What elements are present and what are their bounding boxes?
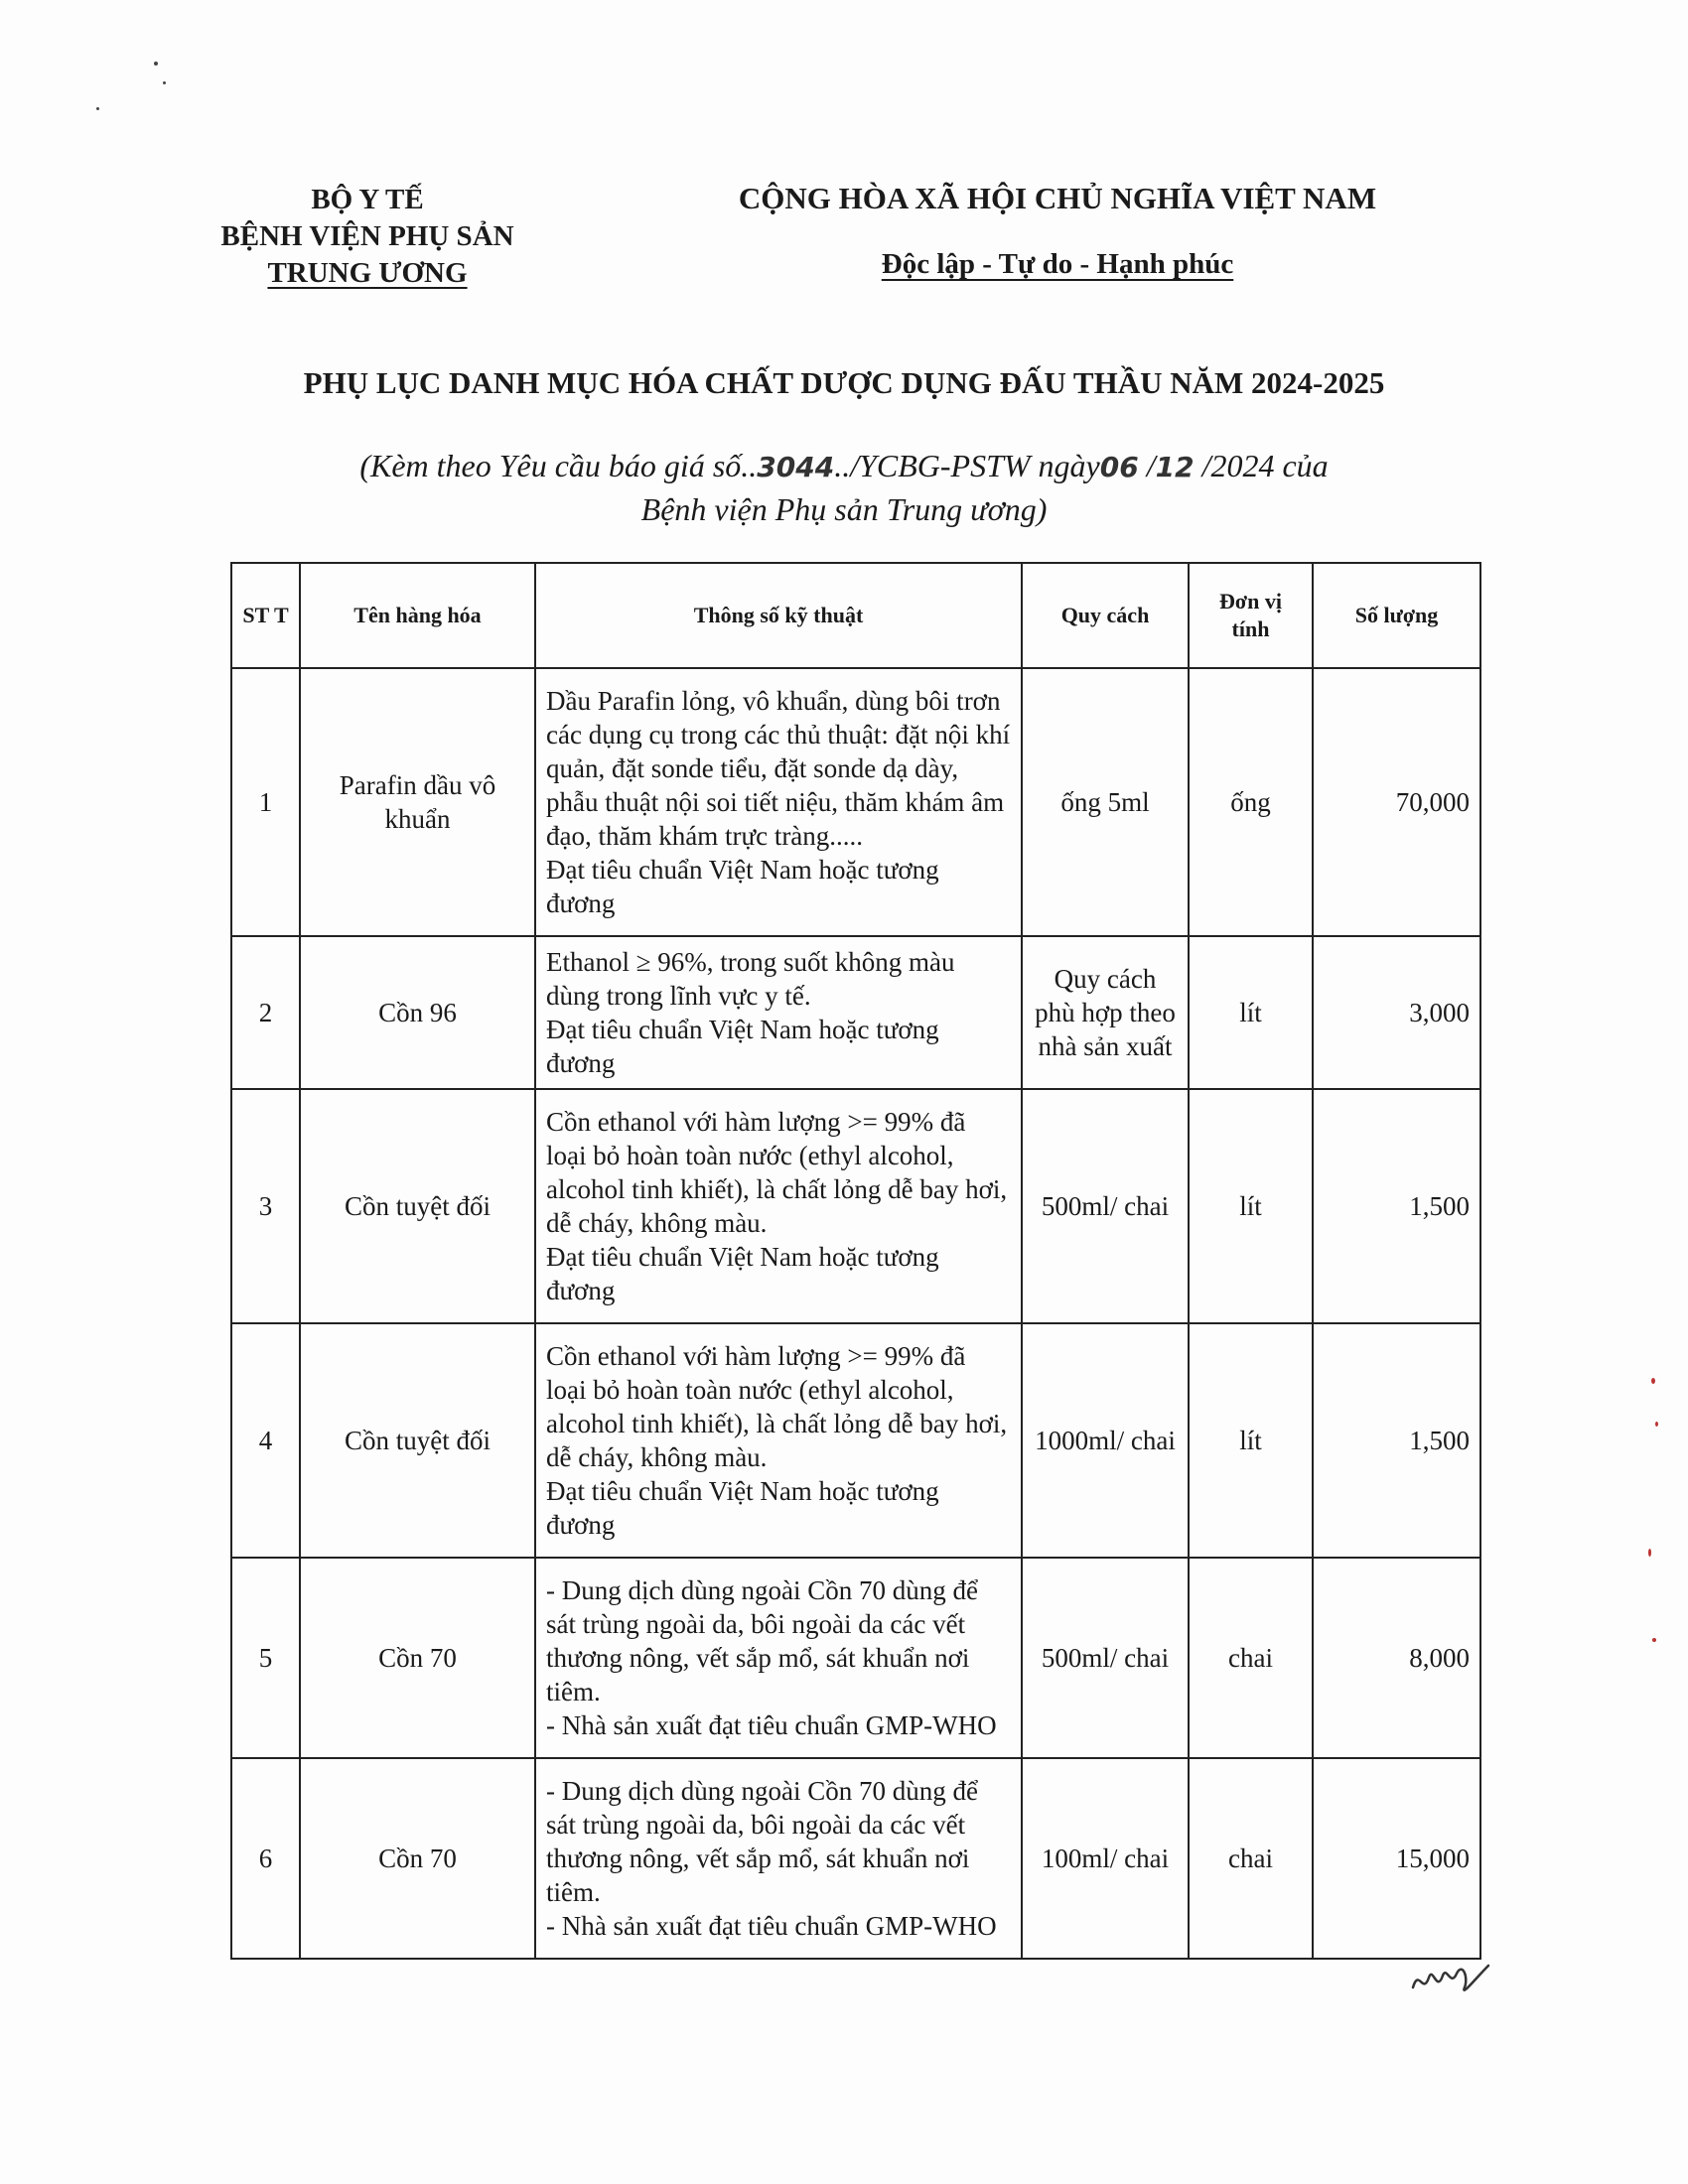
- national-motto: Độc lập - Tự do - Hạnh phúc: [881, 248, 1234, 280]
- scan-speck: [163, 81, 166, 84]
- cell-stt: 3: [231, 1089, 300, 1323]
- hospital-name-line2: TRUNG ƯƠNG: [267, 257, 468, 289]
- cell-name: Cồn 70: [300, 1758, 535, 1959]
- scan-speck: [1652, 1638, 1656, 1642]
- cell-unit: chai: [1189, 1558, 1313, 1758]
- cell-stt: 5: [231, 1558, 300, 1758]
- cell-unit: lít: [1189, 1089, 1313, 1323]
- cell-name: Cồn tuyệt đối: [300, 1089, 535, 1323]
- cell-unit: lít: [1189, 936, 1313, 1089]
- scan-speck: [154, 62, 158, 66]
- col-header-stt: ST T: [231, 563, 300, 668]
- handwritten-month: 12: [1155, 451, 1195, 483]
- handwritten-doc-number: 3044: [757, 451, 835, 483]
- handwritten-initials-signature: [1405, 1948, 1494, 2007]
- cell-qty: 1,500: [1313, 1323, 1480, 1558]
- subtitle-line2: Bệnh viện Phụ sản Trung ương): [640, 491, 1048, 527]
- cell-spec: Dầu Parafin lỏng, vô khuẩn, dùng bôi trơn các dụng cụ trong các thủ thuật: đặt nội khí quản, đặt sonde tiểu, đặt sonde dạ dày, phẫu thuật nội soi tiết niệu, thăm khám âm đạo, thăm khám trực tràng..... Đạt tiêu chuẩn Việt Nam hoặc tương đương: [535, 668, 1022, 936]
- cell-stt: 4: [231, 1323, 300, 1558]
- table-row: [231, 1323, 1480, 1558]
- cell-pack: Quy cách phù hợp theo nhà sản xuất: [1022, 936, 1189, 1089]
- cell-spec: Ethanol ≥ 96%, trong suốt không màu dùng trong lĩnh vực y tế. Đạt tiêu chuẩn Việt Nam hoặc tương đương: [535, 936, 1022, 1089]
- cell-name: Cồn tuyệt đối: [300, 1323, 535, 1558]
- subtitle-line1: (Kèm theo Yêu cầu báo giá số..3044../YCBG-PSTW ngày06 /12 /2024 của: [359, 448, 1329, 483]
- table-row: [231, 1558, 1480, 1758]
- cell-qty: 1,500: [1313, 1089, 1480, 1323]
- document-title: PHỤ LỤC DANH MỤC HÓA CHẤT DƯỢC DỤNG ĐẤU THẦU NĂM 2024-2025: [303, 365, 1385, 400]
- table-row: [231, 1089, 1480, 1323]
- cell-stt: 6: [231, 1758, 300, 1959]
- cell-spec: Cồn ethanol với hàm lượng >= 99% đã loại bỏ hoàn toàn nước (ethyl alcohol, alcohol tinh khiết), là chất lỏng dễ bay hơi, dễ cháy, không màu. Đạt tiêu chuẩn Việt Nam hoặc tương đương: [535, 1089, 1022, 1323]
- scan-speck: [1655, 1422, 1658, 1427]
- table-header-row: [231, 563, 1480, 668]
- cell-name: Cồn 96: [300, 936, 535, 1089]
- ministry-name: BỘ Y TẾ: [311, 184, 424, 215]
- cell-name: Parafin dầu vô khuẩn: [300, 668, 535, 936]
- cell-qty: 8,000: [1313, 1558, 1480, 1758]
- table-row: [231, 1758, 1480, 1959]
- scan-speck: [96, 107, 99, 110]
- table-row: [231, 936, 1480, 1089]
- cell-pack: 500ml/ chai: [1022, 1558, 1189, 1758]
- col-header-qty: Số lượng: [1313, 563, 1480, 668]
- chemicals-table: [230, 562, 1481, 1960]
- issuer-block: [179, 182, 556, 292]
- col-header-pack: Quy cách: [1022, 563, 1189, 668]
- cell-unit: lít: [1189, 1323, 1313, 1558]
- cell-spec: - Dung dịch dùng ngoài Cồn 70 dùng để sát trùng ngoài da, bôi ngoài da các vết thương nông, vết sắp mổ, sát khuẩn nơi tiêm. - Nhà sản xuất đạt tiêu chuẩn GMP-WHO: [535, 1558, 1022, 1758]
- scan-speck: [1651, 1378, 1655, 1384]
- col-header-name: Tên hàng hóa: [300, 563, 535, 668]
- handwritten-day: 06: [1099, 451, 1139, 483]
- cell-unit: ống: [1189, 668, 1313, 936]
- document-subtitle: [248, 445, 1440, 530]
- cell-spec: Cồn ethanol với hàm lượng >= 99% đã loại bỏ hoàn toàn nước (ethyl alcohol, alcohol tinh khiết), là chất lỏng dễ bay hơi, dễ cháy, không màu. Đạt tiêu chuẩn Việt Nam hoặc tương đương: [535, 1323, 1022, 1558]
- cell-pack: 500ml/ chai: [1022, 1089, 1189, 1323]
- col-header-spec: Thông số kỹ thuật: [535, 563, 1022, 668]
- cell-pack: ống 5ml: [1022, 668, 1189, 936]
- cell-stt: 2: [231, 936, 300, 1089]
- national-heading: [695, 179, 1420, 281]
- cell-qty: 15,000: [1313, 1758, 1480, 1959]
- cell-pack: 1000ml/ chai: [1022, 1323, 1189, 1558]
- cell-pack: 100ml/ chai: [1022, 1758, 1189, 1959]
- hospital-name-line1: BỆNH VIỆN PHỤ SẢN: [220, 220, 514, 252]
- cell-spec: - Dung dịch dùng ngoài Cồn 70 dùng để sát trùng ngoài da, bôi ngoài da các vết thương nông, vết sắp mổ, sát khuẩn nơi tiêm. - Nhà sản xuất đạt tiêu chuẩn GMP-WHO: [535, 1758, 1022, 1959]
- table-row: [231, 668, 1480, 936]
- cell-qty: 70,000: [1313, 668, 1480, 936]
- col-header-unit: Đơn vị tính: [1189, 563, 1313, 668]
- cell-qty: 3,000: [1313, 936, 1480, 1089]
- republic-name: CỘNG HÒA XÃ HỘI CHỦ NGHĨA VIỆT NAM: [738, 181, 1377, 215]
- scan-speck: [1648, 1549, 1651, 1557]
- cell-stt: 1: [231, 668, 300, 936]
- cell-name: Cồn 70: [300, 1558, 535, 1758]
- cell-unit: chai: [1189, 1758, 1313, 1959]
